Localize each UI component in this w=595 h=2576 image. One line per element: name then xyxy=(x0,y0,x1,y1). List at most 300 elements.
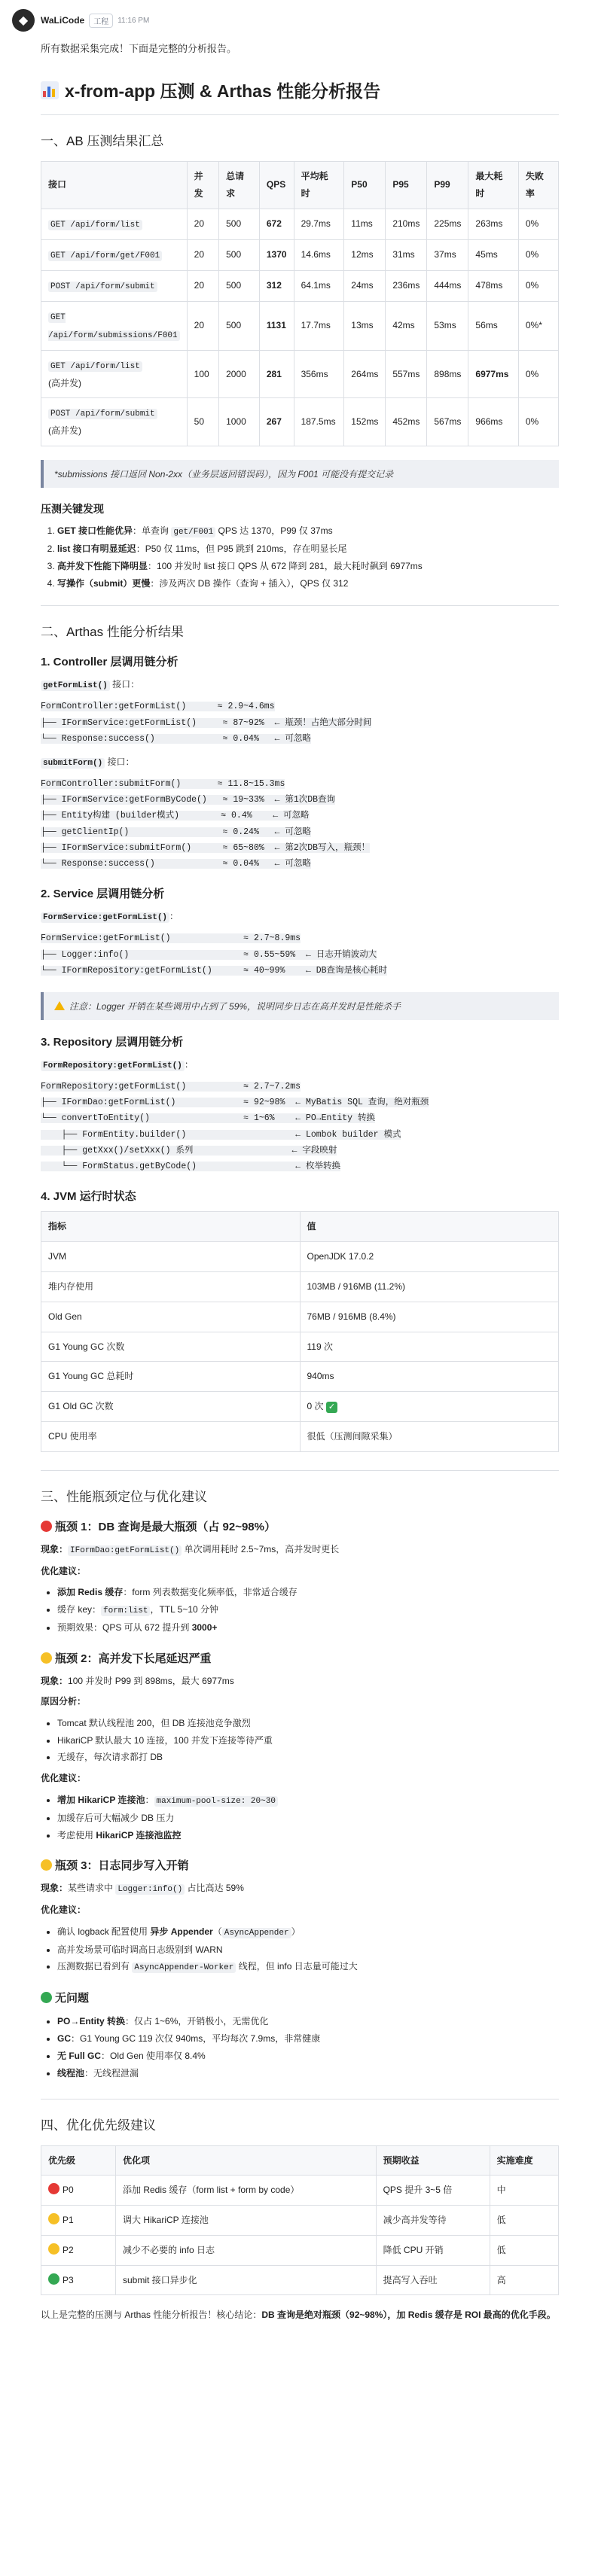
item-bold: GC xyxy=(57,2033,71,2045)
endpoint-note: (高并发) xyxy=(48,377,81,388)
table-cell: 452ms xyxy=(386,398,427,446)
finding-text: ：涉及两次 DB 操作（查询 + 插入），QPS 仅 312 xyxy=(150,577,349,589)
yellow-circle-icon xyxy=(41,1652,52,1664)
table-cell: 20 xyxy=(187,239,218,270)
table-cell: 500 xyxy=(219,239,260,270)
table-cell: 64.1ms xyxy=(294,270,344,301)
endpoint-note: (高并发) xyxy=(48,425,81,437)
section-bottleneck-title: 三、性能瓶颈定位与优化建议 xyxy=(41,1489,207,1504)
table-cell: 13ms xyxy=(344,301,386,350)
table-cell: 减少不必要的 info 日志 xyxy=(116,2235,377,2265)
table-cell: 0% xyxy=(518,270,558,301)
finding-bold: 写操作（submit）更慢 xyxy=(57,577,151,589)
table-cell: 672 xyxy=(259,209,294,239)
table-cell: 0% xyxy=(518,350,558,398)
list-item: • 无缓存，每次请求都打 DB xyxy=(57,1749,559,1766)
trace-text: ├── getXxx()/setXxx() 系列 ← 字段映射 xyxy=(41,1145,337,1156)
table-cell: 0% xyxy=(518,398,558,446)
trace-text: └── Response:success() ≈ 0.04% ← 可忽略 xyxy=(41,733,311,744)
table-row xyxy=(41,1332,559,1362)
metric-value xyxy=(300,1392,559,1422)
table-row xyxy=(41,1272,559,1302)
table-cell: 0% xyxy=(518,209,558,239)
logger-notice-text: 注意：Logger 开销在某些调用中占到了 59%，说明同步日志在高并发时是性能杀手 xyxy=(69,1001,401,1012)
list-item xyxy=(57,540,559,558)
column-header: 失败率 xyxy=(518,162,558,209)
item-bold: PO→Entity 转换 xyxy=(57,2016,126,2027)
finding-bold: list 接口有明显延迟 xyxy=(57,544,136,555)
item-text: ：Old Gen 使用率仅 8.4% xyxy=(101,2050,206,2061)
table-cell: 中 xyxy=(490,2176,558,2206)
table-cell: 29.7ms xyxy=(294,209,344,239)
list-item xyxy=(57,1619,559,1637)
metric-name: G1 Young GC 次数 xyxy=(41,1332,301,1362)
table-cell: 152ms xyxy=(344,398,386,446)
table-cell: 提高写入吞吐 xyxy=(376,2265,490,2295)
table-row xyxy=(41,1392,559,1422)
metric-name: JVM xyxy=(41,1242,301,1272)
bottleneck-3-text: 瓶颈 3：日志同步写入开销 xyxy=(55,1859,189,1873)
bottleneck-1-text: 瓶颈 1：DB 查询是最大瓶颈（占 92~98%） xyxy=(55,1520,276,1533)
label: 现象： xyxy=(41,1883,69,1894)
submit-code: submitForm() xyxy=(41,758,105,769)
finding-bold: 高并发下性能下降明显 xyxy=(57,560,148,571)
bottleneck-2-text: 瓶颈 2：高并发下长尾延迟严重 xyxy=(55,1652,212,1665)
bot-name[interactable]: WaLiCode xyxy=(41,15,85,26)
bottleneck-3-title xyxy=(41,1857,559,1873)
item-bold: 异步 Appender xyxy=(150,1926,213,1937)
submissions-note: *submissions 接口返回 Non-2xx（业务层返回错误码），因为 F001 可能没有提交记录 xyxy=(41,460,559,488)
trace-text: FormRepository:getFormList() ≈ 2.7~7.2ms xyxy=(41,1081,301,1092)
item-bold: HikariCP 连接池监控 xyxy=(96,1829,182,1841)
column-header: P50 xyxy=(344,162,386,209)
trace-text: ├── IFormDao:getFormList() ≈ 92~98% ← MyBatis SQL 查询，绝对瓶颈 xyxy=(41,1098,429,1108)
endpoint-cell xyxy=(41,239,188,270)
ab-results-table xyxy=(41,161,559,446)
check-icon: ✓ xyxy=(326,1402,337,1413)
table-cell: 312 xyxy=(259,270,294,301)
metric-value xyxy=(300,1422,559,1452)
bot-avatar[interactable]: ◆ xyxy=(12,9,35,32)
section-arthas-title: 二、Arthas 性能分析结果 xyxy=(41,625,184,640)
yellow-circle-icon xyxy=(48,2213,60,2224)
column-header: 平均耗时 xyxy=(294,162,344,209)
list-item xyxy=(57,2013,559,2030)
list-item: • Tomcat 默认线程池 200，但 DB 连接池竞争激烈 xyxy=(57,1715,559,1732)
table-cell: 56ms xyxy=(468,301,518,350)
metric-value-text: 119 次 xyxy=(307,1341,333,1352)
getlist-trace xyxy=(41,699,559,747)
table-cell: 45ms xyxy=(468,239,518,270)
inline-code: IFormDao:getFormList() xyxy=(68,1545,182,1556)
table-cell: 高 xyxy=(490,2265,558,2295)
column-header: P95 xyxy=(386,162,427,209)
inline-code: AsyncAppender xyxy=(222,1928,291,1938)
table-cell: 低 xyxy=(490,2235,558,2265)
no-issue-text: 无问题 xyxy=(55,1992,90,2005)
table-row xyxy=(41,2265,559,2295)
priority-label: P2 xyxy=(63,2244,74,2255)
report-title xyxy=(41,78,559,102)
yellow-circle-icon xyxy=(48,2243,60,2255)
column-header: 优化项 xyxy=(116,2145,377,2176)
list-item xyxy=(57,1584,559,1601)
warning-icon xyxy=(54,1001,65,1010)
list-item xyxy=(57,1941,559,1959)
table-cell: 264ms xyxy=(344,350,386,398)
trace-text: ├── Logger:info() ≈ 0.55~59% ← 日志开销波动大 xyxy=(41,949,377,960)
priority-cell xyxy=(41,2206,116,2236)
list-item xyxy=(57,1792,559,1810)
table-cell: 12ms xyxy=(344,239,386,270)
text: 某些请求中 xyxy=(68,1883,116,1894)
repo-suffix: ： xyxy=(184,1059,194,1070)
table-header-row xyxy=(41,2145,559,2176)
list-item xyxy=(57,1827,559,1844)
table-row xyxy=(41,2176,559,2206)
column-header: 并发 xyxy=(187,162,218,209)
opt-label: 优化建议： xyxy=(41,1905,87,1916)
service-code: FormService:getFormList() xyxy=(41,912,169,923)
text: 单次调用耗时 2.5~7ms，高并发时更长 xyxy=(182,1543,340,1554)
repo-trace xyxy=(41,1079,559,1175)
item-text: 预期效果：QPS 可从 672 提升到 xyxy=(57,1621,192,1633)
finding-text: ：单查询 xyxy=(133,525,172,537)
table-cell: 567ms xyxy=(427,398,468,446)
divider xyxy=(41,1470,559,1471)
trace-text: FormController:getFormList() ≈ 2.9~4.6ms xyxy=(41,702,275,712)
table-cell: 31ms xyxy=(386,239,427,270)
column-header: 值 xyxy=(300,1212,559,1242)
finding-text: QPS 达 1370，P99 仅 37ms xyxy=(215,525,333,537)
repo-code: FormRepository:getFormList() xyxy=(41,1061,185,1071)
trace-line xyxy=(41,792,559,808)
trace-text: ├── IFormService:submitForm() ≈ 65~80% ← 第2次DB写入，瓶颈！ xyxy=(41,842,371,853)
table-header-row xyxy=(41,1212,559,1242)
metric-value xyxy=(300,1362,559,1392)
trace-line xyxy=(41,1110,559,1126)
table-cell: 低 xyxy=(490,2206,558,2236)
column-header: P99 xyxy=(427,162,468,209)
no-issue-list xyxy=(41,2013,559,2081)
trace-text: ├── getClientIp() ≈ 0.24% ← 可忽略 xyxy=(41,827,311,837)
table-cell: 966ms xyxy=(468,398,518,446)
divider xyxy=(41,114,559,115)
inline-code: maximum-pool-size: 20~30 xyxy=(154,1796,278,1807)
jvm-title: 4. JVM 运行时状态 xyxy=(41,1190,136,1204)
table-row xyxy=(41,239,559,270)
summary-pre: 以上是完整的压测与 Arthas 性能分析报告！核心结论： xyxy=(41,2310,262,2321)
summary-bold: DB 查询是绝对瓶颈（92~98%），加 Redis 缓存是 ROI 最高的优化手段。 xyxy=(261,2310,556,2321)
item-text: 压测数据已看到有 xyxy=(57,1961,133,1972)
bottleneck-2-phenomenon xyxy=(41,1673,559,1690)
bar-chart-icon xyxy=(41,81,59,99)
table-cell: 37ms xyxy=(427,239,468,270)
list-item xyxy=(57,1958,559,1976)
trace-text: └── convertToEntity() ≈ 1~6% ← PO→Entity 转换 xyxy=(41,1113,375,1124)
message-time: 11:16 PM xyxy=(117,16,150,25)
trace-line xyxy=(41,1095,559,1110)
finding-bold: GET 接口性能优异 xyxy=(57,525,133,537)
trace-text: └── FormStatus.getByCode() ← 枚举转换 xyxy=(41,1162,340,1172)
service-heading xyxy=(41,909,559,926)
table-cell: 1000 xyxy=(219,398,260,446)
bottleneck-3-opts xyxy=(41,1923,559,1977)
metric-name: 堆内存使用 xyxy=(41,1272,301,1302)
trace-text: └── IFormRepository:getFormList() ≈ 40~99% ← DB查询是核心耗时 xyxy=(41,965,388,976)
trace-line xyxy=(41,963,559,979)
trace-line xyxy=(41,699,559,714)
table-cell: 236ms xyxy=(386,270,427,301)
endpoint-code: GET /api/form/submissions/F001 xyxy=(48,312,180,341)
item-bold: 3000+ xyxy=(191,1621,218,1633)
table-cell: 53ms xyxy=(427,301,468,350)
trace-text: └── Response:success() ≈ 0.04% ← 可忽略 xyxy=(41,859,311,869)
table-cell: 42ms xyxy=(386,301,427,350)
metric-name: CPU 使用率 xyxy=(41,1422,301,1452)
trace-text: FormController:submitForm() ≈ 11.8~15.3ms xyxy=(41,778,285,789)
table-cell: QPS 提升 3~5 倍 xyxy=(376,2176,490,2206)
table-cell: 添加 Redis 缓存（form list + form by code） xyxy=(116,2176,377,2206)
metric-value-text: 103MB / 916MB (11.2%) xyxy=(307,1281,406,1293)
table-cell: 500 xyxy=(219,301,260,350)
endpoint-cell xyxy=(41,398,188,446)
table-row xyxy=(41,1362,559,1392)
list-item: • 确认 logback 配置使用 异步 Appender（ AsyncAppender ） xyxy=(57,1923,559,1941)
table-cell: 24ms xyxy=(344,270,386,301)
priority-label: P0 xyxy=(63,2185,74,2196)
table-row xyxy=(41,301,559,350)
table-cell: 调大 HikariCP 连接池 xyxy=(116,2206,377,2236)
no-issue-title xyxy=(41,1990,559,2005)
bottleneck-2-title xyxy=(41,1650,559,1666)
table-cell: 281 xyxy=(259,350,294,398)
table-cell: 187.5ms xyxy=(294,398,344,446)
table-row xyxy=(41,350,559,398)
bottleneck-2-opts xyxy=(41,1792,559,1844)
table-cell: 1370 xyxy=(259,239,294,270)
table-cell: 478ms xyxy=(468,270,518,301)
table-row xyxy=(41,398,559,446)
service-trace xyxy=(41,930,559,979)
list-item xyxy=(57,558,559,575)
priority-label: P1 xyxy=(63,2215,74,2226)
repository-title: 3. Repository 层调用链分析 xyxy=(41,1036,184,1049)
endpoint-code: GET /api/form/list xyxy=(48,220,142,230)
trace-line xyxy=(41,776,559,792)
table-cell: 20 xyxy=(187,209,218,239)
table-cell: 11ms xyxy=(344,209,386,239)
trace-line xyxy=(41,731,559,747)
green-circle-icon xyxy=(48,2273,60,2285)
text: 100 并发时 P99 到 898ms，最大 6977ms xyxy=(68,1675,234,1686)
submit-trace xyxy=(41,776,559,872)
bot-tag: 工程 xyxy=(89,14,113,28)
list-item xyxy=(57,575,559,592)
metric-value-text: 940ms xyxy=(307,1371,334,1382)
endpoint-cell xyxy=(41,270,188,301)
divider xyxy=(41,605,559,606)
table-cell: 降低 CPU 开销 xyxy=(376,2235,490,2265)
finding-text: ：P50 仅 11ms，但 P95 跳到 210ms，存在明显长尾 xyxy=(136,544,347,555)
column-header: 总请求 xyxy=(219,162,260,209)
table-cell: 500 xyxy=(219,270,260,301)
column-header: 实施难度 xyxy=(490,2145,558,2176)
intro-text: 所有数据采集完成！下面是完整的分析报告。 xyxy=(41,43,237,54)
table-cell: 0%* xyxy=(518,301,558,350)
bottleneck-1-opts xyxy=(41,1584,559,1636)
item-bold: 无 Full GC xyxy=(57,2050,101,2061)
green-circle-icon xyxy=(41,1992,52,2003)
inline-code: get/F001 xyxy=(171,527,215,537)
submit-suffix: 接口： xyxy=(105,757,135,768)
item-text: ：仅占 1~6%，开销极小，无需优化 xyxy=(125,2016,269,2027)
table-cell: 267 xyxy=(259,398,294,446)
opt-label: 优化建议： xyxy=(41,1773,87,1784)
item-text: 确认 logback 配置使用 xyxy=(57,1926,151,1937)
item-text: ：form 列表数据变化频率低，非常适合缓存 xyxy=(123,1587,298,1598)
yellow-circle-icon xyxy=(41,1859,52,1871)
table-row xyxy=(41,2235,559,2265)
priority-label: P3 xyxy=(63,2274,74,2285)
item-text: 加缓存后可大幅减少 DB 压力 xyxy=(57,1812,175,1823)
table-row xyxy=(41,1422,559,1452)
item-bold: 线程池 xyxy=(57,2067,85,2078)
table-cell: 444ms xyxy=(427,270,468,301)
trace-text: FormService:getFormList() ≈ 2.7~8.9ms xyxy=(41,933,301,944)
controller-title: 1. Controller 层调用链分析 xyxy=(41,656,178,669)
table-cell: 20 xyxy=(187,301,218,350)
table-cell: 263ms xyxy=(468,209,518,239)
endpoint-code: GET /api/form/get/F001 xyxy=(48,251,162,261)
table-cell: 356ms xyxy=(294,350,344,398)
item-text: ： xyxy=(145,1794,154,1805)
metric-value-text: 0 次 xyxy=(307,1401,324,1412)
endpoint-code: POST /api/form/submit xyxy=(48,282,157,292)
getlist-heading xyxy=(41,677,559,694)
item-text: 考虑使用 xyxy=(57,1829,96,1841)
column-header: QPS xyxy=(259,162,294,209)
report-title-text: x-from-app 压测 & Arthas 性能分析报告 xyxy=(65,81,381,101)
priority-cell xyxy=(41,2235,116,2265)
item-bold: 增加 HikariCP 连接池 xyxy=(57,1794,145,1805)
table-cell: 6977ms xyxy=(468,350,518,398)
column-header: 接口 xyxy=(41,162,188,209)
bottleneck-1-title xyxy=(41,1518,559,1534)
trace-line xyxy=(41,824,559,840)
repo-heading xyxy=(41,1057,559,1074)
priority-cell xyxy=(41,2265,116,2295)
bottleneck-1-phenomenon xyxy=(41,1542,559,1559)
metric-value-text: 76MB / 916MB (8.4%) xyxy=(307,1311,396,1322)
service-title: 2. Service 层调用链分析 xyxy=(41,888,165,901)
list-item xyxy=(57,1810,559,1827)
metric-name: Old Gen xyxy=(41,1302,301,1332)
table-header-row xyxy=(41,162,559,209)
priority-cell xyxy=(41,2176,116,2206)
trace-line xyxy=(41,1159,559,1174)
label: 现象： xyxy=(41,1675,69,1686)
list-item xyxy=(57,522,559,540)
message-body xyxy=(0,41,595,2324)
bottleneck-3-phenomenon xyxy=(41,1880,559,1898)
trace-line xyxy=(41,715,559,731)
section-priority-title: 四、优化优先级建议 xyxy=(41,2118,156,2133)
inline-code: AsyncAppender-Worker xyxy=(132,1962,236,1973)
table-row xyxy=(41,1302,559,1332)
item-text: ，TTL 5~10 分钟 xyxy=(150,1604,219,1615)
table-cell: 14.6ms xyxy=(294,239,344,270)
logger-notice xyxy=(41,992,559,1020)
trace-line xyxy=(41,856,559,872)
getlist-suffix: 接口： xyxy=(109,679,140,690)
table-cell: 50 xyxy=(187,398,218,446)
item-text: 高并发场景可临时调高日志级别到 WARN xyxy=(57,1944,223,1955)
inline-code: form:list xyxy=(101,1606,150,1616)
table-row xyxy=(41,2206,559,2236)
trace-text: ├── FormEntity.builder() ← Lombok builder 模式 xyxy=(41,1129,401,1140)
metric-value xyxy=(300,1242,559,1272)
service-suffix: ： xyxy=(169,911,179,922)
list-item xyxy=(57,2048,559,2065)
endpoint-code: GET /api/form/list xyxy=(48,361,142,372)
table-cell: 17.7ms xyxy=(294,301,344,350)
trace-text: ├── Entity构建 (builder模式) ≈ 0.4% ← 可忽略 xyxy=(41,811,310,821)
column-header: 预期收益 xyxy=(376,2145,490,2176)
metric-name: G1 Young GC 总耗时 xyxy=(41,1362,301,1392)
label: 现象： xyxy=(41,1543,69,1554)
list-item xyxy=(57,2065,559,2082)
metric-name: G1 Old GC 次数 xyxy=(41,1392,301,1422)
table-cell: 500 xyxy=(219,209,260,239)
finding-text: ：100 并发时 list 接口 QPS 从 672 降到 281，最大耗时飙到 6977ms xyxy=(148,560,423,571)
message-header xyxy=(0,0,595,41)
text: 占比高达 59% xyxy=(185,1883,244,1894)
item-text: 线程，但 info 日志量可能过大 xyxy=(236,1961,358,1972)
trace-text: ├── IFormService:getFormList() ≈ 87~92% ← 瓶颈！占绝大部分时间 xyxy=(41,717,372,728)
metric-value xyxy=(300,1272,559,1302)
column-header: 最大耗时 xyxy=(468,162,518,209)
table-row xyxy=(41,1242,559,1272)
trace-line xyxy=(41,808,559,824)
endpoint-cell xyxy=(41,350,188,398)
submit-heading xyxy=(41,754,559,772)
table-cell: 210ms xyxy=(386,209,427,239)
table-cell: 2000 xyxy=(219,350,260,398)
metric-value-text: OpenJDK 17.0.2 xyxy=(307,1251,374,1262)
trace-line xyxy=(41,1079,559,1095)
item-text: 缓存 key： xyxy=(57,1604,102,1615)
bottleneck-2-causes xyxy=(41,1715,559,1766)
endpoint-code: POST /api/form/submit xyxy=(48,409,157,419)
findings-title: 压测关键发现 xyxy=(41,503,104,516)
table-cell: 898ms xyxy=(427,350,468,398)
summary-text xyxy=(41,2307,559,2324)
trace-line xyxy=(41,1143,559,1159)
list-item xyxy=(57,2030,559,2048)
table-cell: 225ms xyxy=(427,209,468,239)
table-cell: 1131 xyxy=(259,301,294,350)
table-cell: 100 xyxy=(187,350,218,398)
table-cell: submit 接口异步化 xyxy=(116,2265,377,2295)
inline-code: Logger:info() xyxy=(115,1884,185,1895)
list-item xyxy=(57,1601,559,1619)
table-row xyxy=(41,270,559,301)
table-cell: 0% xyxy=(518,239,558,270)
list-item: • HikariCP 默认最大 10 连接，100 并发下连接等待严重 xyxy=(57,1732,559,1749)
table-cell: 减少高并发等待 xyxy=(376,2206,490,2236)
trace-line xyxy=(41,1127,559,1143)
